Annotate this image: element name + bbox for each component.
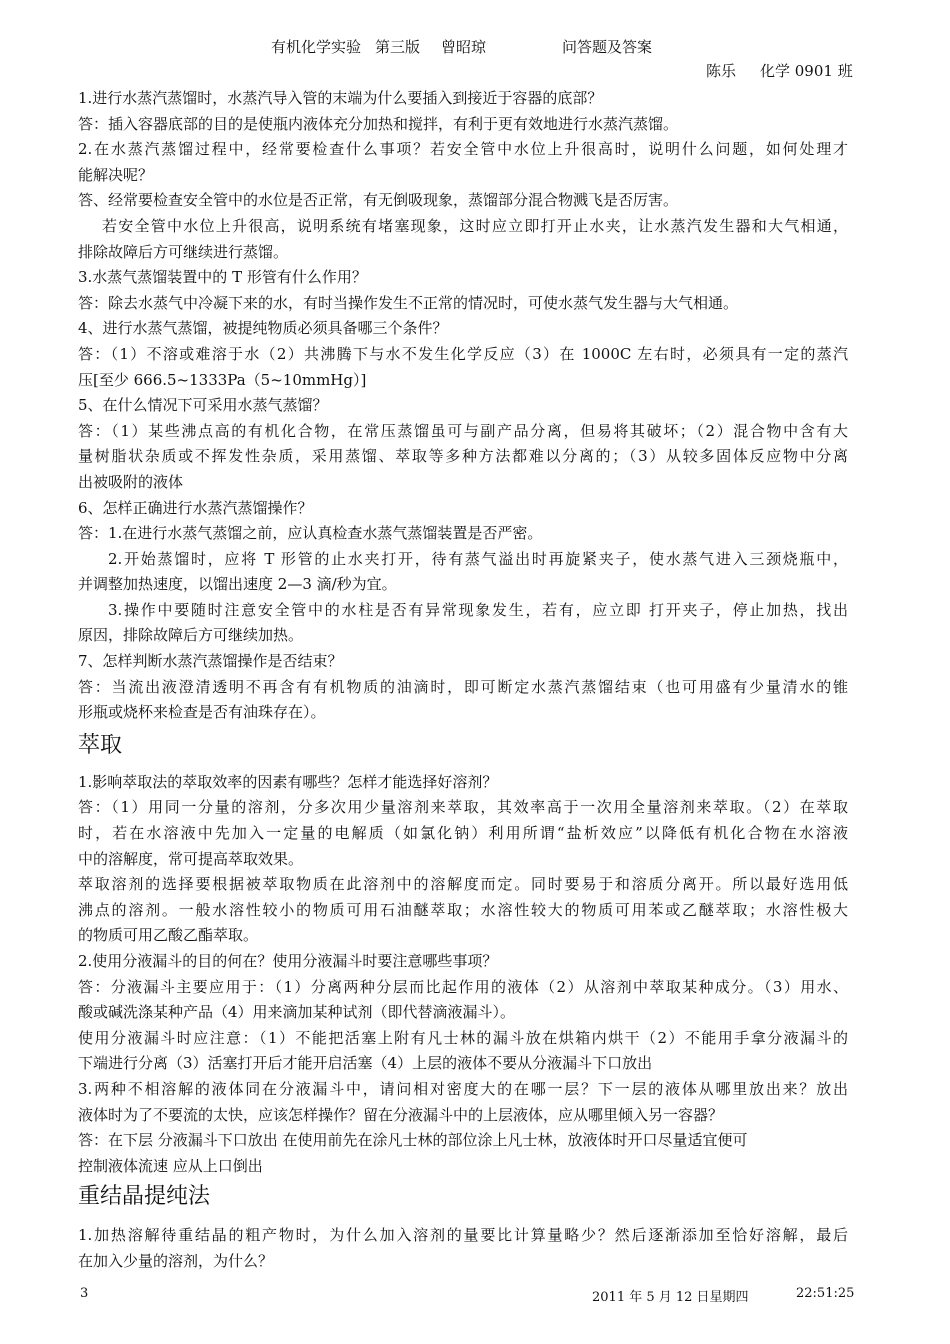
header-class: 化学 0901 班 [760,62,853,80]
extraction-caution: 使用分液漏斗时应注意：（1）不能把活塞上附有凡士林的漏斗放在烘箱内烘干（2）不能用手拿分液漏斗的 [78,1028,848,1047]
recrystallization-question-1-cont: 在加入少量的溶剂，为什么？ [78,1251,274,1270]
section-heading-recrystallization: 重结晶提纯法 [78,1184,211,1210]
question-4: 4、进行水蒸气蒸馏，被提纯物质必须具备哪三个条件？ [78,319,448,338]
answer-2: 答、经常要检查安全管中的水位是否正常，有无倒吸现象，蒸馏部分混合物溅飞是否厉害。 [78,191,679,210]
extraction-answer-2: 答：分液漏斗主要应用于：（1）分离两种分层而比起作用的液体（2）从溶剂中萃取某种成分。（3）用水、 [78,977,848,996]
header-course: 有机化学实验 [271,38,362,56]
answer-2-cont: 排除故障后方可继续进行蒸馏。 [78,242,289,261]
answer-4: 答：（1）不溶或难溶于水（2）共沸腾下与水不发生化学反应（3）在 1000C 左右时，必须具有一定的蒸汽 [78,344,848,363]
header-doc-type: 问答题及答案 [562,38,653,56]
answer-5: 答：（1）某些沸点高的有机化合物，在常压蒸馏虽可与副产品分离，但易将其破坏；（2）混合物中含有大 [78,421,848,440]
question-7: 7、怎样判断水蒸汽蒸馏操作是否结束？ [78,652,343,671]
answer-7: 答：当流出液澄清透明不再含有有机物质的油滴时，即可断定水蒸汽蒸馏结束（也可用盛有少量清水的锥 [78,677,848,696]
extraction-answer-3: 答：在下层 分液漏斗下口放出 在使用前先在涂凡士林的部位涂上凡士林，放液体时开口尽量适宜便可 [78,1131,748,1150]
question-5: 5、在什么情况下可采用水蒸气蒸馏？ [78,396,328,415]
header-student: 陈乐 [706,62,737,80]
answer-7-cont: 形瓶或烧杯来检查是否有油珠存在）。 [78,703,326,722]
answer-5-cont: 量树脂状杂质或不挥发性杂质，采用蒸馏、萃取等多种方法都难以分离的；（3）从较多固体反应物中分离 [78,447,848,466]
extraction-solvent-para: 萃取溶剂的选择要根据被萃取物质在此溶剂中的溶解度而定。同时要易于和溶质分离开。所以最好选用低 [78,875,848,894]
footer-time: 22:51:25 [796,1286,855,1301]
answer-5-end: 出被吸附的液体 [78,472,184,491]
answer-2-para: 若安全管中水位上升很高，说明系统有堵塞现象，这时应立即打开止水夹，让水蒸汽发生器和大气相通， [102,216,848,235]
question-1: 1.进行水蒸汽蒸馏时，水蒸汽导入管的末端为什么要插入到接近于容器的底部？ [78,89,603,107]
answer-6-step2-cont: 并调整加热速度，以馏出速度 2—3 滴/秒为宜。 [78,575,397,594]
answer-6-step3: 3.操作中要随时注意安全管中的水柱是否有异常现象发生，若有，应立即 打开夹子，停止加热，找出 [108,600,848,619]
answer-3: 答：除去水蒸气中冷凝下来的水，有时当操作发生不正常的情况时，可使水蒸气发生器与大气相通。 [78,293,739,312]
extraction-solvent-para-cont: 沸点的溶剂。一般水溶性较小的物质可用石油醚萃取；水溶性较大的物质可用苯或乙醚萃取；水溶性极大 [78,900,848,919]
recrystallization-question-1: 1.加热溶解待重结晶的粗产物时，为什么加入溶剂的量要比计算量略少？然后逐渐添加至恰好溶解，最后 [78,1226,848,1245]
extraction-question-3-cont: 液体时为了不要流的太快，应该怎样操作？留在分液漏斗中的上层液体，应从哪里倾入另一容器？ [78,1105,724,1124]
answer-6-step3-cont: 原因，排除故障后方可继续加热。 [78,626,304,645]
question-6: 6、怎样正确进行水蒸汽蒸馏操作？ [78,498,313,517]
extraction-answer-1: 答：（1）用同一分量的溶剂，分多次用少量溶剂来萃取，其效率高于一次用全量溶剂来萃取。（2）在萃取 [78,798,848,817]
question-3: 3.水蒸气蒸馏装置中的 T 形管有什么作用？ [78,268,367,287]
answer-6-step1: 答：1.在进行水蒸气蒸馏之前，应认真检查水蒸气蒸馏装置是否严密。 [78,524,543,543]
extraction-answer-2-cont: 酸或碱洗涤某种产品（4）用来滴加某种试剂（即代替滴液漏斗）。 [78,1003,516,1022]
extraction-answer-3-cont: 控制液体流速 应从上口倒出 [78,1156,263,1175]
question-2: 2.在水蒸汽蒸馏过程中，经常要检查什么事项？若安全管中水位上升很高时，说明什么问题，如何处理才 [78,140,848,159]
answer-6-step2: 2.开始蒸馏时，应将 T 形管的止水夹打开，待有蒸气溢出时再旋紧夹子，使水蒸气进入三颈烧瓶中， [108,549,848,568]
header-edition: 第三版 [375,38,421,56]
answer-1: 答：插入容器底部的目的是使瓶内液体充分加热和搅拌，有利于更有效地进行水蒸汽蒸馏。 [78,114,679,133]
footer-page-number: 3 [80,1286,89,1301]
extraction-answer-1-end: 中的溶解度，常可提高萃取效果。 [78,849,304,868]
footer-date: 2011 年 5 月 12 日星期四 [592,1290,749,1305]
document-body [78,86,848,1275]
extraction-answer-1-cont: 时，若在水溶液中先加入一定量的电解质（如氯化钠）利用所谓“盐析效应”以降低有机化合物在水溶液 [78,824,848,843]
extraction-question-2: 2.使用分液漏斗的目的何在？使用分液漏斗时要注意哪些事项？ [78,952,498,970]
answer-4-cont: 压[至少 666.5~1333Pa（5~10mmHg）] [78,370,367,389]
header-author: 曾昭琼 [441,38,487,56]
extraction-solvent-para-end: 的物质可用乙酸乙酯萃取。 [78,926,259,945]
section-heading-extraction: 萃取 [78,732,123,758]
extraction-question-3: 3.两种不相溶解的液体同在分液漏斗中，请问相对密度大的在哪一层？下一层的液体从哪里放出来？放出 [78,1079,848,1098]
question-2-cont: 能解决呢？ [78,165,154,184]
extraction-caution-cont: 下端进行分离（3）活塞打开后才能开启活塞（4）上层的液体不要从分液漏斗下口放出 [78,1054,653,1073]
extraction-question-1: 1.影响萃取法的萃取效率的因素有哪些？怎样才能选择好溶剂？ [78,772,498,791]
